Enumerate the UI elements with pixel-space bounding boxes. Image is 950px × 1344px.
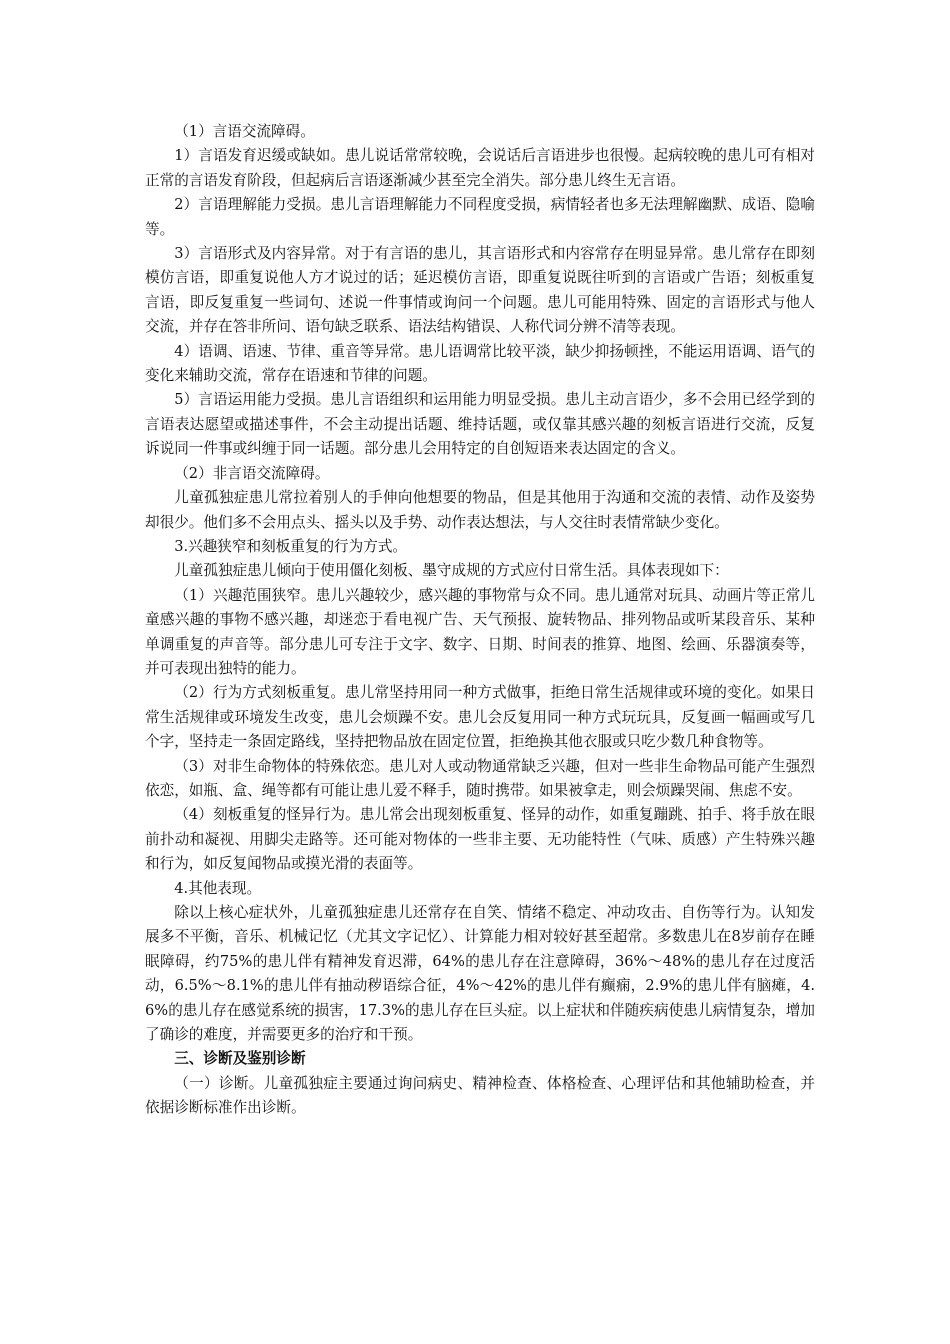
paragraph-diagnosis: （一）诊断。儿童孤独症主要通过询问病史、精神检查、体格检查、心理评估和其他辅助检查，并依据诊断标准作出诊断。 [145, 1074, 815, 1117]
paragraph-nonverbal: 儿童孤独症患儿常拉着别人的手伸向他想要的物品，但是其他用于沟通和交流的表情、动作及姿势却很少。他们多不会用点头、摇头以及手势、动作表达想法，与人交往时表情常缺少变化。 [145, 489, 815, 531]
paragraph-stereotyped-behavior: （4）刻板重复的怪异行为。患儿常会出现刻板重复、怪异的动作，如重复蹦跳、拍手、将手放在眼前扑动和凝视、用脚尖走路等。还可能对物体的一些非主要、无功能特性（气味、质感）产生特殊兴趣和行为，如反复闻物品或摸光滑的表面等。 [145, 806, 815, 873]
subsection-heading-verbal-communication: （1）言语交流障碍。 [174, 123, 315, 140]
paragraph-intonation: 4）语调、语速、节律、重音等异常。患儿语调常比较平淡，缺少抑扬顿挫，不能运用语调、语气的变化来辅助交流，常存在语速和节律的问题。 [145, 342, 815, 385]
section-heading-diagnosis: 三、诊断及鉴别诊断 [174, 1050, 306, 1068]
subsection-heading-nonverbal: （2）非言语交流障碍。 [174, 464, 330, 482]
paragraph-language-delay: 1）言语发育迟缓或缺如。患儿说话常常较晚，会说话后言语进步也很慢。起病较晚的患儿可有相对正常的言语发育阶段，但起病后言语逐渐减少甚至完全消失。部分患儿终生无言语。 [145, 147, 815, 189]
paragraph-object-attachment: （3）对非生命物体的特殊依恋。患儿对人或动物通常缺乏兴趣，但对一些非生命物品可能产生强烈依恋，如瓶、盒、绳等都有可能让患儿爱不释手，随时携带。如果被拿走，则会烦躁哭闹、焦虑不安。 [145, 757, 815, 799]
paragraph-language-use: 5）言语运用能力受损。患儿言语组织和运用能力明显受损。患儿主动言语少，多不会用已经学到的言语表达愿望或描述事件，不会主动提出话题、维持话题，或仅靠其感兴趣的刻板言语进行交流，反复诉说同一件事或纠缠于同一话题。部分患儿会用特定的自创短语来表达固定的含义。 [145, 391, 815, 458]
paragraph-narrow-interests: （1）兴趣范围狭窄。患儿兴趣较少，感兴趣的事物常与众不同。患儿通常对玩具、动画片等正常儿童感兴趣的事物不感兴趣，却迷恋于看电视广告、天气预报、旋转物品、排列物品或听某段音乐、某种单调重复的声音等。部分患儿可专注于文字、数字、日期、时间表的推算、地图、绘画、乐器演奏等，并可表现出独特的能力。 [145, 586, 815, 677]
paragraph-other-symptoms: 除以上核心症状外，儿童孤独症患儿还常存在自笑、情绪不稳定、冲动攻击、自伤等行为。认知发展多不平衡，音乐、机械记忆（尤其文字记忆）、计算能力相对较好甚至超常。多数患儿在8岁前存在睡眠障碍，约75%的患儿伴有精神发育迟滞，64%的患儿存在注意障碍，36%～48%的患儿存在过度活动，6.5%～8.1%的患儿伴有抽动秽语综合征，4%～42%的患儿伴有癫痫，2.9%的患儿伴有脑瘫，4.6%的患儿存在感觉系统的损害，17.3%的患儿存在巨头症。以上症状和伴随疾病使患儿病情复杂，增加了确诊的难度，并需要更多的治疗和干预。 [145, 904, 815, 1044]
paragraph-form-content: 3）言语形式及内容异常。对于有言语的患儿，其言语形式和内容常存在明显异常。患儿常存在即刻模仿言语，即重复说他人方才说过的话；延迟模仿言语，即重复说既往听到的言语或广告语；刻板重复言语，即反复重复一些词句、述说一件事情或询问一个问题。患儿可能用特殊、固定的言语形式与他人交流，并存在答非所问、语句缺乏联系、语法结构错误、人称代词分辨不清等表现。 [145, 245, 815, 336]
paragraph-rigid-behavior: （2）行为方式刻板重复。患儿常坚持用同一种方式做事，拒绝日常生活规律或环境的变化。如果日常生活规律或环境发生改变，患儿会烦躁不安。患儿会反复用同一种方式玩玩具，反复画一幅画或写几个字，坚持走一条固定路线，坚持把物品放在固定位置，拒绝换其他衣服或只吃少数几种食物等。 [145, 684, 815, 751]
paragraph-interests-intro: 儿童孤独症患儿倾向于使用僵化刻板、墨守成规的方式应付日常生活。具体表现如下： [174, 562, 729, 580]
section-heading-interests: 3.兴趣狭窄和刻板重复的行为方式。 [174, 537, 408, 555]
section-heading-other: 4.其他表现。 [174, 879, 262, 897]
document-body [145, 120, 815, 1121]
paragraph-comprehension: 2）言语理解能力受损。患儿言语理解能力不同程度受损，病情轻者也多无法理解幽默、成语、隐喻等。 [145, 196, 815, 238]
